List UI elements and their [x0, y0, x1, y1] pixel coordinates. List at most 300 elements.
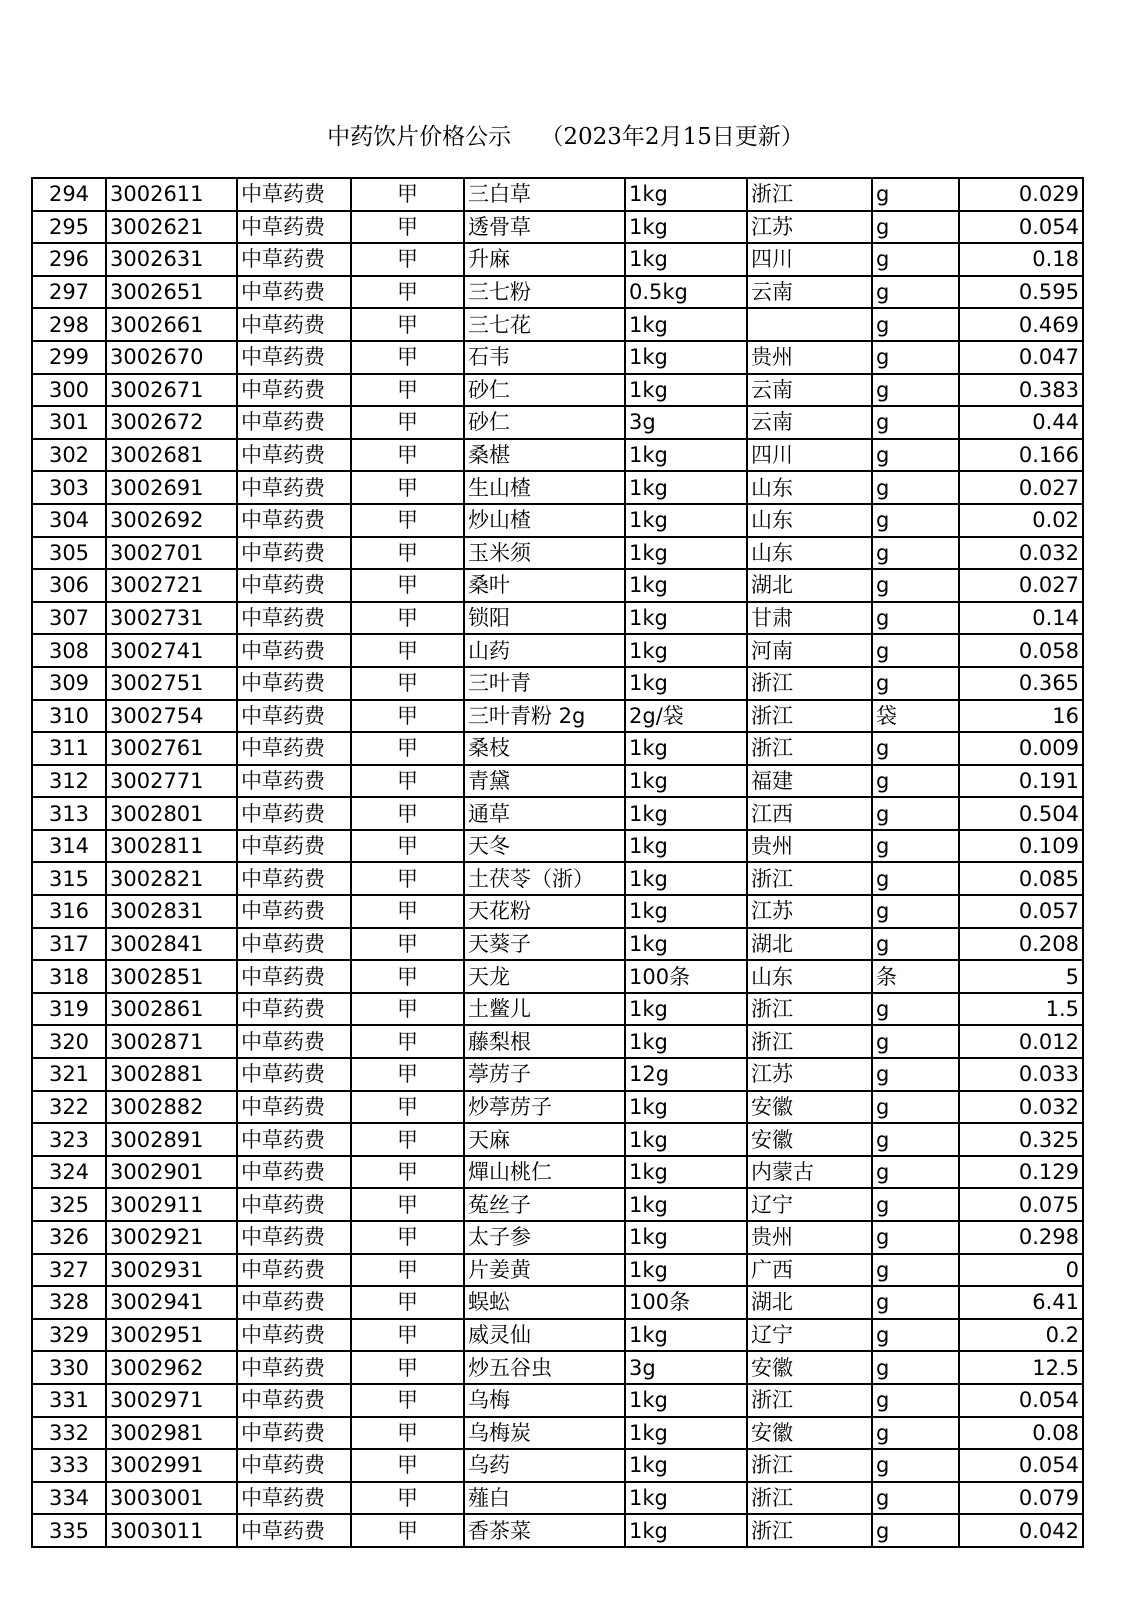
spec-cell: 1kg	[625, 862, 747, 895]
grade-cell: 甲	[351, 341, 464, 374]
origin-cell: 浙江	[747, 862, 872, 895]
table-row	[32, 928, 1083, 961]
price-cell: 0.166	[959, 439, 1083, 472]
spec-cell: 2g/袋	[625, 700, 747, 733]
grade-cell: 甲	[351, 1417, 464, 1450]
spec-cell: 0.5kg	[625, 276, 747, 309]
category-cell: 中草药费	[237, 1286, 351, 1319]
grade-cell: 甲	[351, 308, 464, 341]
origin-cell: 湖北	[747, 569, 872, 602]
table-row	[32, 1091, 1083, 1124]
grade-cell: 甲	[351, 732, 464, 765]
drug-name-cell: 天葵子	[464, 928, 625, 961]
drug-name-cell: 香茶菜	[464, 1514, 625, 1547]
price-cell: 0.027	[959, 569, 1083, 602]
origin-cell: 河南	[747, 634, 872, 667]
seq-number-cell: 315	[32, 862, 106, 895]
grade-cell: 甲	[351, 178, 464, 211]
category-cell: 中草药费	[237, 406, 351, 439]
item-code-cell: 3002771	[106, 765, 237, 798]
item-code-cell: 3002851	[106, 960, 237, 993]
grade-cell: 甲	[351, 1286, 464, 1319]
unit-cell: g	[872, 243, 959, 276]
origin-cell: 浙江	[747, 732, 872, 765]
drug-name-cell: 片姜黄	[464, 1254, 625, 1287]
unit-cell: g	[872, 1188, 959, 1221]
drug-name-cell: 炒葶苈子	[464, 1091, 625, 1124]
origin-cell: 贵州	[747, 1221, 872, 1254]
seq-number-cell: 323	[32, 1123, 106, 1156]
table-row	[32, 1123, 1083, 1156]
category-cell: 中草药费	[237, 1254, 351, 1287]
drug-name-cell: 燀山桃仁	[464, 1156, 625, 1189]
category-cell: 中草药费	[237, 341, 351, 374]
unit-cell: g	[872, 471, 959, 504]
category-cell: 中草药费	[237, 308, 351, 341]
item-code-cell: 3002962	[106, 1351, 237, 1384]
category-cell: 中草药费	[237, 211, 351, 244]
spec-cell: 1kg	[625, 928, 747, 961]
table-row	[32, 406, 1083, 439]
table-row	[32, 1351, 1083, 1384]
item-code-cell: 3002731	[106, 602, 237, 635]
origin-cell: 山东	[747, 537, 872, 570]
seq-number-cell: 331	[32, 1384, 106, 1417]
category-cell: 中草药费	[237, 960, 351, 993]
price-cell: 0	[959, 1254, 1083, 1287]
table-row	[32, 374, 1083, 407]
unit-cell: g	[872, 1514, 959, 1547]
origin-cell: 浙江	[747, 1514, 872, 1547]
grade-cell: 甲	[351, 569, 464, 602]
seq-number-cell: 316	[32, 895, 106, 928]
price-cell: 0.504	[959, 797, 1083, 830]
grade-cell: 甲	[351, 960, 464, 993]
drug-name-cell: 菟丝子	[464, 1188, 625, 1221]
unit-cell: g	[872, 374, 959, 407]
origin-cell: 江苏	[747, 895, 872, 928]
grade-cell: 甲	[351, 1156, 464, 1189]
grade-cell: 甲	[351, 471, 464, 504]
unit-cell: g	[872, 439, 959, 472]
grade-cell: 甲	[351, 439, 464, 472]
grade-cell: 甲	[351, 406, 464, 439]
price-cell: 0.208	[959, 928, 1083, 961]
price-cell: 0.298	[959, 1221, 1083, 1254]
table-row	[32, 1188, 1083, 1221]
grade-cell: 甲	[351, 993, 464, 1026]
origin-cell: 山东	[747, 471, 872, 504]
table-body	[32, 178, 1083, 1547]
item-code-cell: 3002861	[106, 993, 237, 1026]
seq-number-cell: 321	[32, 1058, 106, 1091]
unit-cell: g	[872, 862, 959, 895]
grade-cell: 甲	[351, 895, 464, 928]
drug-name-cell: 三七花	[464, 308, 625, 341]
unit-cell: g	[872, 1482, 959, 1515]
item-code-cell: 3002651	[106, 276, 237, 309]
drug-name-cell: 砂仁	[464, 406, 625, 439]
spec-cell: 1kg	[625, 243, 747, 276]
spec-cell: 1kg	[625, 1025, 747, 1058]
origin-cell: 浙江	[747, 700, 872, 733]
category-cell: 中草药费	[237, 1351, 351, 1384]
origin-cell: 浙江	[747, 1384, 872, 1417]
unit-cell: g	[872, 1286, 959, 1319]
drug-name-cell: 石韦	[464, 341, 625, 374]
spec-cell: 1kg	[625, 895, 747, 928]
category-cell: 中草药费	[237, 1514, 351, 1547]
price-cell: 0.44	[959, 406, 1083, 439]
category-cell: 中草药费	[237, 928, 351, 961]
price-cell: 5	[959, 960, 1083, 993]
seq-number-cell: 306	[32, 569, 106, 602]
drug-name-cell: 青黛	[464, 765, 625, 798]
origin-cell: 安徽	[747, 1091, 872, 1124]
drug-name-cell: 炒山楂	[464, 504, 625, 537]
price-cell: 0.047	[959, 341, 1083, 374]
table-row	[32, 1221, 1083, 1254]
spec-cell: 1kg	[625, 765, 747, 798]
spec-cell: 1kg	[625, 569, 747, 602]
table-row	[32, 1319, 1083, 1352]
spec-cell: 1kg	[625, 1156, 747, 1189]
grade-cell: 甲	[351, 1123, 464, 1156]
unit-cell: g	[872, 830, 959, 863]
spec-cell: 1kg	[625, 211, 747, 244]
origin-cell: 浙江	[747, 1482, 872, 1515]
spec-cell: 100条	[625, 960, 747, 993]
origin-cell: 广西	[747, 1254, 872, 1287]
item-code-cell: 3002671	[106, 374, 237, 407]
unit-cell: g	[872, 406, 959, 439]
price-cell: 0.033	[959, 1058, 1083, 1091]
unit-cell: g	[872, 1417, 959, 1450]
unit-cell: g	[872, 276, 959, 309]
spec-cell: 1kg	[625, 1091, 747, 1124]
category-cell: 中草药费	[237, 993, 351, 1026]
origin-cell: 浙江	[747, 667, 872, 700]
grade-cell: 甲	[351, 1254, 464, 1287]
origin-cell: 云南	[747, 276, 872, 309]
origin-cell: 江苏	[747, 211, 872, 244]
table-row	[32, 830, 1083, 863]
drug-name-cell: 三叶青	[464, 667, 625, 700]
spec-cell: 1kg	[625, 341, 747, 374]
table-row	[32, 667, 1083, 700]
price-cell: 0.18	[959, 243, 1083, 276]
unit-cell: g	[872, 765, 959, 798]
seq-number-cell: 318	[32, 960, 106, 993]
grade-cell: 甲	[351, 1221, 464, 1254]
item-code-cell: 3002692	[106, 504, 237, 537]
drug-name-cell: 桑叶	[464, 569, 625, 602]
price-cell: 0.14	[959, 602, 1083, 635]
origin-cell: 贵州	[747, 830, 872, 863]
origin-cell: 贵州	[747, 341, 872, 374]
seq-number-cell: 319	[32, 993, 106, 1026]
spec-cell: 1kg	[625, 308, 747, 341]
item-code-cell: 3002670	[106, 341, 237, 374]
unit-cell: g	[872, 504, 959, 537]
grade-cell: 甲	[351, 1384, 464, 1417]
origin-cell: 辽宁	[747, 1188, 872, 1221]
spec-cell: 1kg	[625, 471, 747, 504]
item-code-cell: 3002981	[106, 1417, 237, 1450]
item-code-cell: 3003011	[106, 1514, 237, 1547]
drug-name-cell: 透骨草	[464, 211, 625, 244]
seq-number-cell: 299	[32, 341, 106, 374]
drug-name-cell: 山药	[464, 634, 625, 667]
table-row	[32, 211, 1083, 244]
item-code-cell: 3002721	[106, 569, 237, 602]
category-cell: 中草药费	[237, 471, 351, 504]
table-row	[32, 308, 1083, 341]
table-row	[32, 341, 1083, 374]
category-cell: 中草药费	[237, 667, 351, 700]
seq-number-cell: 317	[32, 928, 106, 961]
table-row	[32, 993, 1083, 1026]
category-cell: 中草药费	[237, 1221, 351, 1254]
drug-name-cell: 炒五谷虫	[464, 1351, 625, 1384]
price-cell: 0.054	[959, 211, 1083, 244]
drug-name-cell: 威灵仙	[464, 1319, 625, 1352]
item-code-cell: 3002801	[106, 797, 237, 830]
table-row	[32, 1417, 1083, 1450]
unit-cell: g	[872, 308, 959, 341]
unit-cell: g	[872, 1058, 959, 1091]
drug-name-cell: 生山楂	[464, 471, 625, 504]
origin-cell: 云南	[747, 374, 872, 407]
price-cell: 6.41	[959, 1286, 1083, 1319]
item-code-cell: 3002841	[106, 928, 237, 961]
price-cell: 0.383	[959, 374, 1083, 407]
item-code-cell: 3002882	[106, 1091, 237, 1124]
seq-number-cell: 304	[32, 504, 106, 537]
price-cell: 0.075	[959, 1188, 1083, 1221]
unit-cell: g	[872, 1123, 959, 1156]
category-cell: 中草药费	[237, 830, 351, 863]
drug-name-cell: 乌梅	[464, 1384, 625, 1417]
price-cell: 0.057	[959, 895, 1083, 928]
grade-cell: 甲	[351, 1482, 464, 1515]
price-cell: 0.042	[959, 1514, 1083, 1547]
grade-cell: 甲	[351, 1058, 464, 1091]
price-cell: 0.109	[959, 830, 1083, 863]
origin-cell	[747, 308, 872, 341]
price-cell: 0.027	[959, 471, 1083, 504]
origin-cell: 浙江	[747, 993, 872, 1026]
seq-number-cell: 302	[32, 439, 106, 472]
seq-number-cell: 307	[32, 602, 106, 635]
item-code-cell: 3002661	[106, 308, 237, 341]
seq-number-cell: 298	[32, 308, 106, 341]
unit-cell: g	[872, 569, 959, 602]
table-row	[32, 700, 1083, 733]
seq-number-cell: 309	[32, 667, 106, 700]
drug-name-cell: 升麻	[464, 243, 625, 276]
seq-number-cell: 313	[32, 797, 106, 830]
spec-cell: 1kg	[625, 1254, 747, 1287]
seq-number-cell: 310	[32, 700, 106, 733]
seq-number-cell: 311	[32, 732, 106, 765]
price-cell: 0.02	[959, 504, 1083, 537]
grade-cell: 甲	[351, 374, 464, 407]
price-cell: 0.029	[959, 178, 1083, 211]
grade-cell: 甲	[351, 1188, 464, 1221]
seq-number-cell: 324	[32, 1156, 106, 1189]
drug-name-cell: 砂仁	[464, 374, 625, 407]
item-code-cell: 3002821	[106, 862, 237, 895]
seq-number-cell: 308	[32, 634, 106, 667]
item-code-cell: 3002931	[106, 1254, 237, 1287]
spec-cell: 12g	[625, 1058, 747, 1091]
spec-cell: 1kg	[625, 797, 747, 830]
price-cell: 0.054	[959, 1384, 1083, 1417]
item-code-cell: 3002691	[106, 471, 237, 504]
category-cell: 中草药费	[237, 895, 351, 928]
grade-cell: 甲	[351, 276, 464, 309]
spec-cell: 1kg	[625, 1123, 747, 1156]
drug-name-cell: 天龙	[464, 960, 625, 993]
item-code-cell: 3002911	[106, 1188, 237, 1221]
seq-number-cell: 328	[32, 1286, 106, 1319]
price-cell: 0.469	[959, 308, 1083, 341]
category-cell: 中草药费	[237, 439, 351, 472]
drug-name-cell: 乌梅炭	[464, 1417, 625, 1450]
spec-cell: 1kg	[625, 830, 747, 863]
table-row	[32, 960, 1083, 993]
spec-cell: 1kg	[625, 1417, 747, 1450]
item-code-cell: 3002991	[106, 1449, 237, 1482]
table-row	[32, 178, 1083, 211]
grade-cell: 甲	[351, 797, 464, 830]
price-cell: 0.054	[959, 1449, 1083, 1482]
category-cell: 中草药费	[237, 862, 351, 895]
category-cell: 中草药费	[237, 1058, 351, 1091]
unit-cell: g	[872, 928, 959, 961]
origin-cell: 云南	[747, 406, 872, 439]
category-cell: 中草药费	[237, 1482, 351, 1515]
unit-cell: g	[872, 1384, 959, 1417]
unit-cell: g	[872, 634, 959, 667]
spec-cell: 3g	[625, 1351, 747, 1384]
item-code-cell: 3002871	[106, 1025, 237, 1058]
grade-cell: 甲	[351, 700, 464, 733]
table-row	[32, 1025, 1083, 1058]
grade-cell: 甲	[351, 1319, 464, 1352]
seq-number-cell: 325	[32, 1188, 106, 1221]
category-cell: 中草药费	[237, 1449, 351, 1482]
item-code-cell: 3002631	[106, 243, 237, 276]
grade-cell: 甲	[351, 211, 464, 244]
price-cell: 0.032	[959, 1091, 1083, 1124]
price-cell: 0.595	[959, 276, 1083, 309]
drug-name-cell: 玉米须	[464, 537, 625, 570]
table-row	[32, 276, 1083, 309]
unit-cell: g	[872, 602, 959, 635]
grade-cell: 甲	[351, 667, 464, 700]
item-code-cell: 3002941	[106, 1286, 237, 1319]
drug-name-cell: 土茯苓（浙）	[464, 862, 625, 895]
table-row	[32, 1514, 1083, 1547]
table-row	[32, 1449, 1083, 1482]
spec-cell: 1kg	[625, 602, 747, 635]
price-cell: 0.08	[959, 1417, 1083, 1450]
table-row	[32, 504, 1083, 537]
unit-cell: g	[872, 993, 959, 1026]
origin-cell: 甘肃	[747, 602, 872, 635]
seq-number-cell: 326	[32, 1221, 106, 1254]
seq-number-cell: 296	[32, 243, 106, 276]
category-cell: 中草药费	[237, 1123, 351, 1156]
seq-number-cell: 312	[32, 765, 106, 798]
unit-cell: g	[872, 1254, 959, 1287]
grade-cell: 甲	[351, 765, 464, 798]
unit-cell: g	[872, 1091, 959, 1124]
price-table	[31, 177, 1084, 1548]
drug-name-cell: 通草	[464, 797, 625, 830]
spec-cell: 1kg	[625, 993, 747, 1026]
table-row	[32, 797, 1083, 830]
unit-cell: g	[872, 1221, 959, 1254]
unit-cell: g	[872, 1351, 959, 1384]
category-cell: 中草药费	[237, 1319, 351, 1352]
unit-cell: g	[872, 895, 959, 928]
seq-number-cell: 333	[32, 1449, 106, 1482]
table-row	[32, 732, 1083, 765]
spec-cell: 1kg	[625, 1384, 747, 1417]
origin-cell: 浙江	[747, 1449, 872, 1482]
category-cell: 中草药费	[237, 732, 351, 765]
drug-name-cell: 锁阳	[464, 602, 625, 635]
origin-cell: 四川	[747, 439, 872, 472]
origin-cell: 湖北	[747, 928, 872, 961]
item-code-cell: 3002611	[106, 178, 237, 211]
seq-number-cell: 305	[32, 537, 106, 570]
grade-cell: 甲	[351, 928, 464, 961]
table-row	[32, 1286, 1083, 1319]
table-row	[32, 439, 1083, 472]
price-cell: 0.2	[959, 1319, 1083, 1352]
grade-cell: 甲	[351, 862, 464, 895]
item-code-cell: 3002831	[106, 895, 237, 928]
spec-cell: 1kg	[625, 439, 747, 472]
category-cell: 中草药费	[237, 700, 351, 733]
category-cell: 中草药费	[237, 243, 351, 276]
item-code-cell: 3002681	[106, 439, 237, 472]
spec-cell: 1kg	[625, 732, 747, 765]
item-code-cell: 3002754	[106, 700, 237, 733]
spec-cell: 100条	[625, 1286, 747, 1319]
table-row	[32, 243, 1083, 276]
unit-cell: g	[872, 1319, 959, 1352]
price-cell: 0.079	[959, 1482, 1083, 1515]
grade-cell: 甲	[351, 830, 464, 863]
item-code-cell: 3002741	[106, 634, 237, 667]
origin-cell: 江苏	[747, 1058, 872, 1091]
origin-cell: 内蒙古	[747, 1156, 872, 1189]
category-cell: 中草药费	[237, 504, 351, 537]
seq-number-cell: 334	[32, 1482, 106, 1515]
category-cell: 中草药费	[237, 178, 351, 211]
spec-cell: 3g	[625, 406, 747, 439]
spec-cell: 1kg	[625, 1482, 747, 1515]
seq-number-cell: 332	[32, 1417, 106, 1450]
category-cell: 中草药费	[237, 569, 351, 602]
unit-cell: g	[872, 1025, 959, 1058]
item-code-cell: 3002921	[106, 1221, 237, 1254]
